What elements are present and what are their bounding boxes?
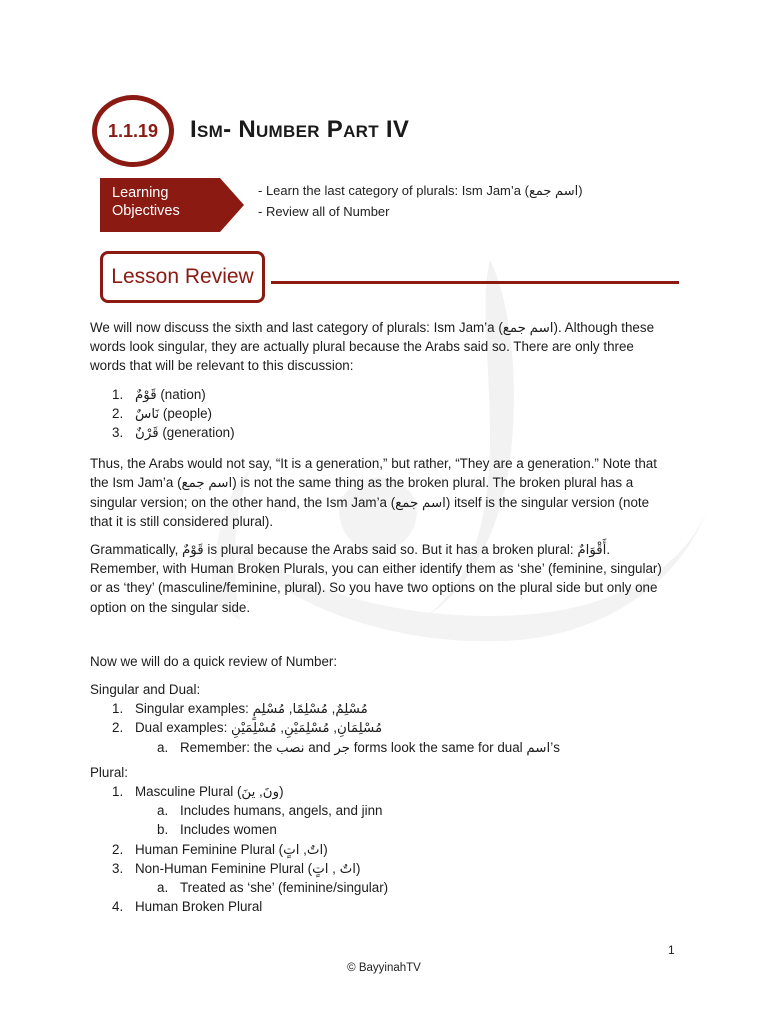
objectives-list — [258, 180, 583, 222]
list-item: 2. Human Feminine Plural (اتٌ, اتٍ) — [112, 841, 328, 857]
list-item: 3. Non-Human Feminine Plural (اتٌ , اتٍ) — [112, 860, 361, 876]
objectives-label-line1: Learning — [112, 185, 169, 201]
footer-copyright: © BayyinahTV — [347, 962, 421, 974]
page-number: 1 — [668, 943, 675, 957]
objective-item: - Review all of Number — [258, 204, 390, 219]
list-item: 2. نَاسٌ (people) — [112, 405, 213, 421]
plural-heading: Plural: — [90, 764, 128, 780]
page-title: Ism- Number Part IV — [190, 116, 410, 143]
plural-list-end — [90, 897, 670, 916]
section-number-badge — [92, 95, 174, 167]
section-number: 1.1.19 — [107, 120, 159, 141]
singular-dual-list — [90, 699, 670, 737]
review-intro: Now we will do a quick review of Number: — [90, 653, 338, 669]
dual-note-list — [90, 738, 670, 757]
lesson-review-heading: Lesson Review — [111, 265, 254, 288]
list-item: 4. Human Broken Plural — [112, 899, 263, 915]
plural-sublist — [90, 801, 670, 839]
intro-paragraph: We will now discuss the sixth and last category of plurals: Ism Jam’a (اسم جمع). Although these words look singular, they are actually plural because the Arabs said so. There are only three words that will be relevant to this discussion: — [90, 320, 655, 374]
objectives-label-line2: Objectives — [112, 203, 180, 219]
list-item: a. Treated as ‘she’ (feminine/singular) — [157, 880, 389, 896]
lesson-content — [90, 318, 670, 916]
ism-jama-words-list — [90, 385, 670, 443]
list-item: 1. Masculine Plural (ونَ, ينَ) — [112, 784, 284, 800]
plural-list-cont — [90, 840, 670, 878]
plural-sublist-2 — [90, 878, 670, 897]
list-item: 3. قَرْنٌ (generation) — [112, 425, 235, 441]
list-item: a. Remember: the نصب and جر forms look the same for dual اسم’s — [157, 739, 560, 755]
singular-dual-heading: Singular and Dual: — [90, 682, 201, 698]
lesson-review-rule — [271, 281, 679, 284]
list-item: a. Includes humans, angels, and jinn — [157, 803, 383, 819]
paragraph-grammatically: Grammatically, قَوْمٌ is plural because the Arabs said so. But it has a broken plural: أَقْوَامٌ. Remember, with Human Broken Plurals, you can either identify them as ‘she’ (feminine, singular) or as ‘they’ (masculine/feminine, plural). So you have two options on the plural side but only one option on the singular side. — [90, 542, 662, 615]
lesson-review-heading-box — [100, 251, 265, 303]
list-item: 1. قَوْمٌ (nation) — [112, 386, 206, 402]
list-item: 1. Singular examples: مُسْلِمٌ, مُسْلِمًا, مُسْلِمٍ — [112, 701, 368, 717]
list-item: b. Includes women — [157, 822, 277, 838]
paragraph-generation: Thus, the Arabs would not say, “It is a generation,” but rather, “They are a generation.” Note that the Ism Jam’a (اسم جمع) is not the same thing as the broken plural. The broken plural has a singular version; on the other hand, the Ism Jam’a (اسم جمع) itself is the singular version (note that it is still considered plural). — [90, 456, 657, 529]
objectives-label — [112, 184, 222, 220]
list-item: 2. Dual examples: مُسْلِمَانِ, مُسْلِمَيْنِ, مُسْلِمَيْنِ — [112, 720, 383, 736]
objective-item: - Learn the last category of plurals: Ism Jam’a (اسم جمع) — [258, 183, 583, 198]
plural-list — [90, 782, 670, 801]
